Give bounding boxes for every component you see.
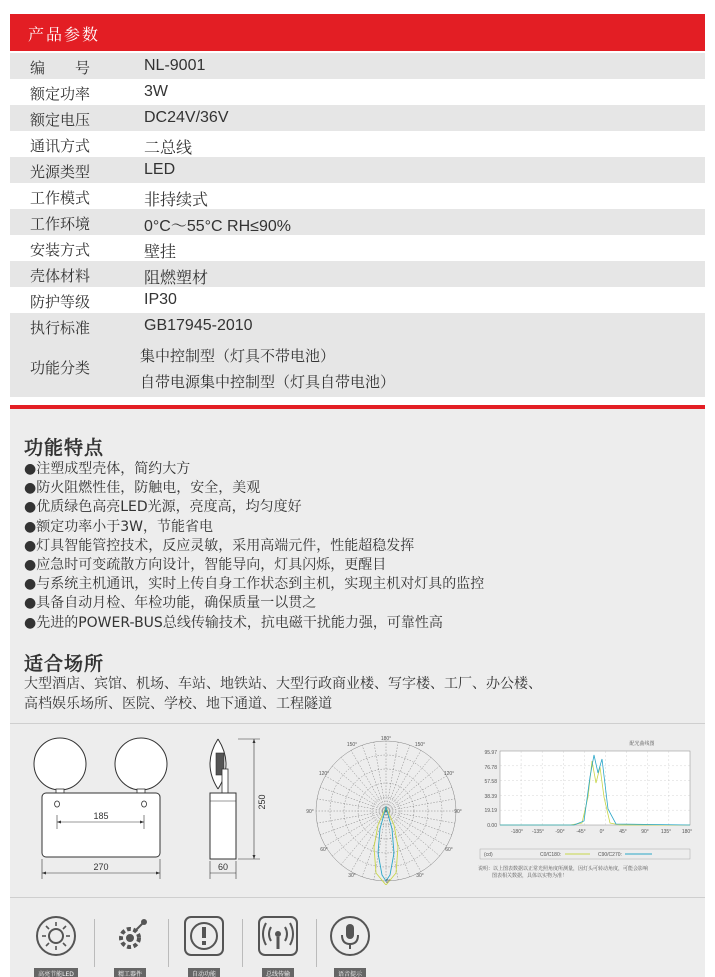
icon-item [254,915,302,977]
spec-key: 通讯方式 [30,137,91,155]
polar-spoke [332,766,386,811]
spec-key: 工作模式 [30,189,91,207]
spec-key-serial [30,57,90,78]
section-header-product-params [10,14,705,51]
icon-label: 自动功能 [188,968,220,977]
polar-label: 30° [348,873,356,879]
feature-item: ●额定功率小于3W，节能省电 [24,518,213,535]
polar-light-diagram [302,735,462,885]
polar-spoke [341,757,386,811]
y-tick: 95.97 [484,750,497,756]
dim-height: 250 [257,794,267,810]
spec-value: NL-9001 [144,57,206,74]
polar-label: 90° [306,809,314,815]
spec-row [10,313,705,339]
spec-key-char: 号 [75,59,91,77]
polar-spoke [317,811,386,823]
feature-item: ●防火阻燃性佳，防触电，安全，美观 [24,480,261,497]
gear-icon [109,915,151,957]
icon-item [326,915,374,977]
chart-note: 图表相关数据，具体以实物为准！ [492,873,568,879]
curve-chart-title: 配光曲线图 [629,741,655,747]
icon-label: 语音提示 [334,968,366,977]
spec-value: GB17945-2010 [144,317,253,334]
section-title: 产品参数 [28,25,101,44]
polar-label: 150° [346,742,358,748]
spec-row [10,157,705,183]
polar-spoke [386,811,455,823]
spec-row [10,183,705,209]
polar-label: 180° [380,736,392,742]
y-tick: 38.39 [484,794,497,800]
spec-key: 光源类型 [30,163,91,181]
spec-key: 额定电压 [30,111,91,129]
x-tick: -90° [555,829,565,835]
voice-mic-icon [329,915,371,957]
x-tick: 135° [660,829,672,835]
spec-row-function-class [10,339,705,397]
y-tick: 57.58 [484,779,497,785]
icon-item [180,915,228,977]
spec-value-line1: 集中控制型（灯具不带电池） [140,347,336,365]
light-curve-chart [470,737,695,887]
icon-label: 高亮节能LED [34,968,78,977]
polar-spoke [386,766,440,811]
legend-c90: C90/C270: [598,852,622,858]
feature-item: ●应急时可变疏散方向设计，智能导向，灯具闪烁，更醒目 [24,557,387,574]
dim-spacing: 185 [93,811,109,821]
polar-spoke [386,799,455,811]
spec-key: 额定功率 [30,85,91,103]
polar-label: 0° [385,879,391,885]
x-tick: -180° [510,829,524,835]
spec-row [10,235,705,261]
spec-row [10,209,705,235]
side-view-drawing [190,735,280,881]
spec-row [10,53,705,79]
icon-item [32,915,80,977]
spec-value: DC24V/36V [144,109,229,126]
polar-label: 120° [318,771,330,777]
polar-spoke [374,742,386,811]
front-view-drawing [30,735,180,881]
legend-c0: C0/C180: [540,852,562,858]
spec-row [10,131,705,157]
polar-spoke [386,757,431,811]
divider [10,723,705,724]
polar-spoke [317,799,386,811]
icon-label: 精工器件 [114,968,146,977]
self-test-icon [183,915,225,957]
divider [94,919,95,967]
spec-value-line2: 自带电源集中控制型（灯具自带电池） [140,373,396,391]
x-tick: -45° [576,829,586,835]
spec-key: 安装方式 [30,241,91,259]
spec-key: 功能分类 [30,359,91,377]
feature-item: ●与系统主机通讯，实时上传自身工作状态到主机，实现主机对灯具的监控 [24,576,485,593]
places-line: 大型酒店、宾馆、机场、车站、地铁站、大型行政商业楼、写字楼、工厂、办公楼、 [24,676,542,692]
feature-icons-row [10,909,705,975]
x-tick: 180° [681,829,693,835]
feature-item: ●具备自动月检、年检功能，确保质量一以贯之 [24,595,317,612]
places-line: 高档娱乐场所、医院、学校、地下通道、工程隧道 [24,695,332,712]
icon-item [106,915,154,977]
spec-key: 执行标准 [30,319,91,337]
feature-item: ●先进的POWER-BUS总线传输技术，抗电磁干扰能力强，可靠性高 [24,614,443,631]
polar-spoke [386,742,398,811]
spec-key: 工作环境 [30,215,91,233]
x-tick: -135° [531,829,545,835]
y-tick: 0.00 [487,823,497,829]
icon-label: 总线传输 [262,968,294,977]
x-tick: 45° [619,829,627,835]
spec-value: 阻燃塑材 [144,270,209,287]
polar-label: 60° [320,847,328,853]
dim-width: 270 [93,862,109,872]
divider [168,919,169,967]
spec-value: 0°C～55°C RH≤90% [144,218,291,235]
polar-label: 90° [454,809,462,815]
divider [316,919,317,967]
spec-row [10,261,705,287]
y-tick: 76.78 [484,765,497,771]
spec-table [10,53,705,397]
spec-row [10,79,705,105]
spec-key-char: 编 [30,59,46,77]
bus-signal-icon [257,915,299,957]
features-section [10,405,705,977]
led-sun-icon [35,915,77,957]
places-text [24,675,624,714]
polar-label: 60° [445,847,453,853]
places-title: 适合场所 [24,653,105,675]
spec-value: 非持续式 [144,192,209,209]
polar-label: 30° [416,873,424,879]
spec-value: IP30 [144,291,177,308]
divider [10,897,705,898]
divider [242,919,243,967]
spec-value: 二总线 [144,140,193,157]
spec-value: LED [144,161,176,178]
x-tick: 0° [599,829,605,835]
spec-value: 3W [144,83,168,100]
chart-unit: (cd) [484,852,493,858]
spec-key: 壳体材料 [30,267,91,285]
polar-label: 120° [443,771,455,777]
spec-row [10,287,705,313]
features-title: 功能特点 [24,437,105,459]
feature-item: ●注塑成型壳体，简约大方 [24,461,191,477]
chart-note: 说明：以上图表数据以正常光照角度所测量，因灯头可转动角度，可能会影响 [478,866,649,872]
y-tick: 19.19 [484,808,497,814]
feature-item: ●灯具智能管控技术，反应灵敏，采用高端元件，性能超稳发挥 [24,537,415,554]
polar-label: 150° [414,742,426,748]
dim-depth: 60 [217,862,229,872]
spec-row [10,105,705,131]
x-tick: 90° [641,829,649,835]
features-list [24,460,484,633]
feature-item: ●优质绿色高亮LED光源，亮度高，均匀度好 [24,499,302,516]
spec-key: 防护等级 [30,293,91,311]
spec-value: 壁挂 [144,244,177,261]
